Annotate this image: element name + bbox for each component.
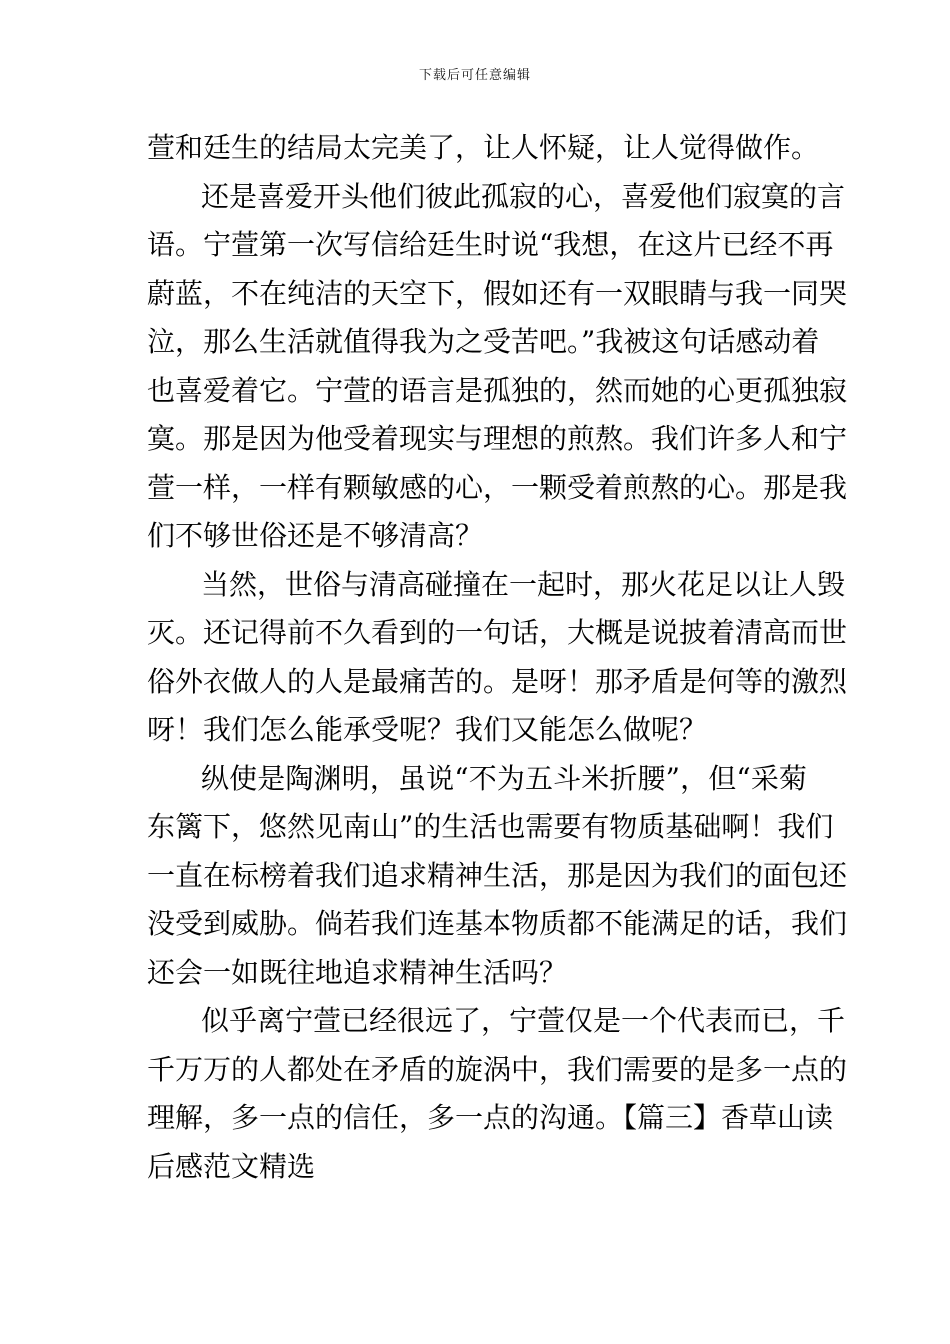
- text-line: 东篱下，悠然见南山”的生活也需要有物质基础啊！我们: [147, 810, 834, 843]
- text-line: 一直在标榜着我们追求精神生活，那是因为我们的面包还: [147, 858, 848, 892]
- document-body: [147, 128, 848, 1195]
- text-line: 蔚蓝，不在纯洁的天空下，假如还有一双眼睛与我一同哭: [147, 276, 848, 310]
- text-line: 似乎离宁萱已经很远了，宁萱仅是一个代表而已，千: [201, 1004, 846, 1037]
- text-line: 寞。那是因为他受着现实与理想的煎熬。我们许多人和宁: [147, 422, 848, 455]
- text-line: 也喜爱着它。宁萱的语言是孤独的，然而她的心更孤独寂: [147, 373, 848, 407]
- text-line: 泣，那么生活就值得我为之受苦吧。”我被这句话感动着: [147, 325, 820, 358]
- text-line: 俗外衣做人的人是最痛苦的。是呀！那矛盾是何等的激烈: [147, 664, 848, 698]
- text-line: 还会一如既往地追求精神生活吗？: [147, 955, 568, 989]
- text-line: 纵使是陶渊明，虽说“不为五斗米折腰”，但“采菊: [201, 761, 807, 795]
- text-line: 灭。还记得前不久看到的一句话，大概是说披着清高而世: [147, 616, 848, 649]
- text-line: 还是喜爱开头他们彼此孤寂的心，喜爱他们寂寞的言: [201, 179, 846, 213]
- text-line: 萱和廷生的结局太完美了，让人怀疑，让人觉得做作。: [147, 131, 820, 164]
- text-line: 千万万的人都处在矛盾的旋涡中，我们需要的是多一点的: [147, 1052, 848, 1086]
- text-line: 理解，多一点的信任，多一点的沟通。【篇三】香草山读: [147, 1101, 834, 1134]
- text-line: 语。宁萱第一次写信给廷生时说“我想，在这片已经不再: [147, 228, 834, 261]
- text-line: 当然，世俗与清高碰撞在一起时，那火花足以让人毁: [201, 567, 846, 601]
- text-line: 没受到威胁。倘若我们连基本物质都不能满足的话，我们: [147, 907, 848, 940]
- text-line: 萱一样，一样有颗敏感的心，一颗受着煎熬的心。那是我: [147, 470, 848, 504]
- text-line: 们不够世俗还是不够清高？: [147, 519, 484, 552]
- text-line: 后感范文精选: [147, 1149, 316, 1183]
- page-header: 下载后可任意编辑: [418, 68, 531, 83]
- text-line: 呀！我们怎么能承受呢？我们又能怎么做呢？: [147, 713, 708, 746]
